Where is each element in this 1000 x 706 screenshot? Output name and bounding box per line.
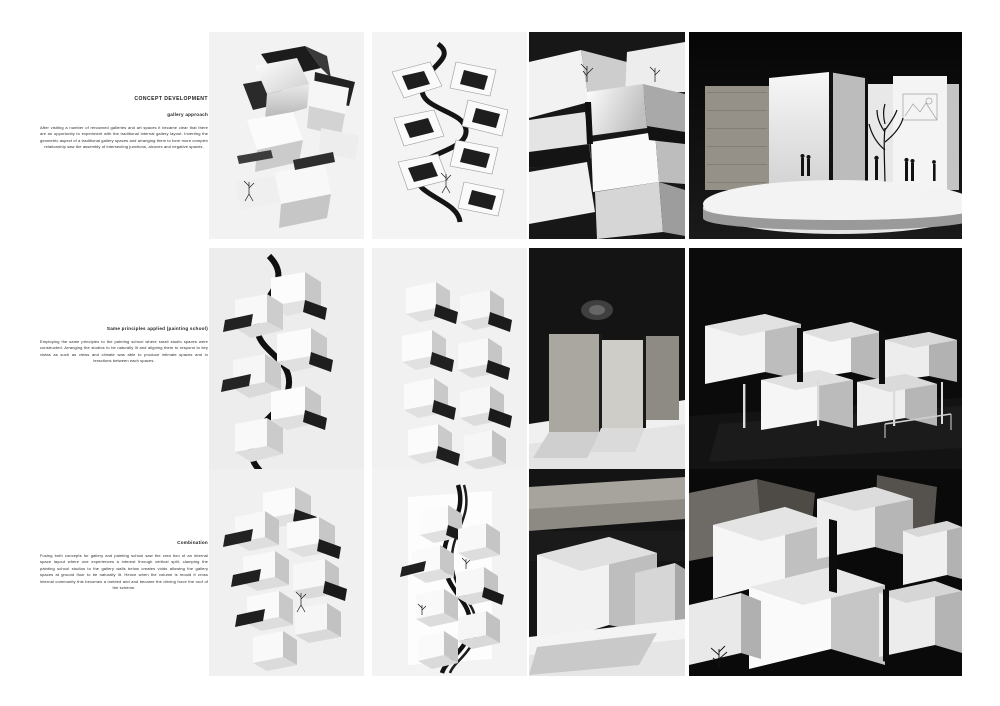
image-cube-grid-shadow-study (372, 248, 527, 476)
image-model-aerial-cluster (689, 469, 962, 676)
combined-cube-composition-2-graphic (372, 469, 527, 676)
image-model-corridor-view (529, 248, 685, 476)
subsection-title-gallery-approach: gallery approach (167, 111, 208, 117)
page-title: CONCEPT DEVELOPMENT (134, 96, 208, 102)
text-column (40, 30, 208, 680)
subsection-title-same-principles: Same principles applied (painting school) (106, 326, 208, 331)
model-close-up-volume-graphic (529, 469, 685, 676)
raised-cube-volumes-graphic (689, 248, 962, 476)
image-folded-frame-study-2 (372, 32, 527, 239)
cube-grid-shadow-study-graphic (372, 248, 527, 476)
text-block-concept-development (40, 96, 208, 150)
image-model-close-up-volume (529, 469, 685, 676)
body-text-same-principles: Employing the same principles to the painting school where small studio spaces were constructed. Arranging the studios to be naturally lit and aligning them to respond to key vistas as such as views and climate was able to produce intimate spaces and in teractions between each spaces. (40, 338, 208, 364)
combined-cube-composition-1-graphic (209, 469, 364, 676)
elevation-model-photo-graphic (689, 32, 962, 239)
body-text-combination: Fusing both concepts for gallery and painting school saw the crea tion of an internal space layout where one experiences a interest through vertical split, clamping the painting school studios to the gallery walls below creates voids allowing the gallery spaces at ground floor to be naturally lit. Hence when the volume is mould it cross internal community this becomes a melded and and became the driving force the roof of the scheme. (40, 552, 208, 591)
cube-cluster-with-cable-graphic (209, 248, 364, 476)
image-interior-model-view (529, 32, 685, 239)
folded-card-study-1-graphic (209, 32, 364, 239)
model-aerial-cluster-graphic (689, 469, 962, 676)
interior-model-view-graphic (529, 32, 685, 239)
text-block-combination (40, 540, 208, 592)
body-text-gallery-approach: After visiting a number of renowned galleries and art spaces it became clear that there are an opportunity to experiment with the traditional internal gallery layout. Inverting the geometric aspect of a traditional gallery spaces and arranging them to form more complex relationship saw the assembly of intersecting junctions, alcoves and negative spaces. (40, 124, 208, 149)
subsection-title-combination: Combination (177, 540, 208, 545)
image-combined-cube-composition-1 (209, 469, 364, 676)
folded-frame-study-2-graphic (372, 32, 527, 239)
image-grid (209, 32, 962, 676)
image-cube-cluster-with-cable (209, 248, 364, 476)
image-elevation-model-photo (689, 32, 962, 239)
text-block-same-principles (40, 326, 208, 365)
image-folded-card-study-1 (209, 32, 364, 239)
image-raised-cube-volumes (689, 248, 962, 476)
image-combined-cube-composition-2 (372, 469, 527, 676)
model-corridor-view-graphic (529, 248, 685, 476)
